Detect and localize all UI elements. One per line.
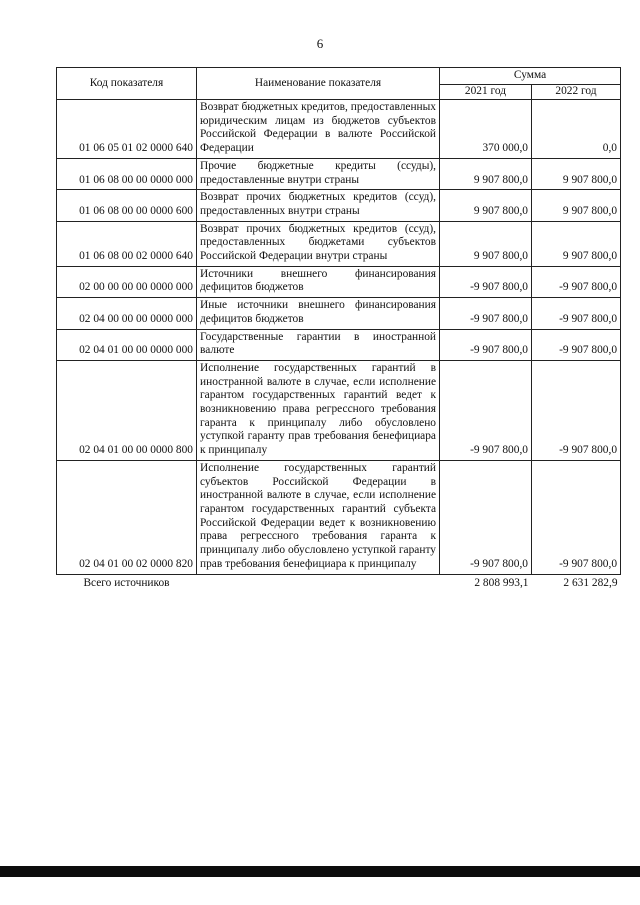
row-code: 01 06 08 00 00 0000 000 — [57, 158, 197, 189]
row-name: Возврат бюджетных кредитов, предоставленных юридическим лицам из бюджетов субъектов Российской Федерации в валюте Российской Федерации — [197, 100, 440, 159]
budget-sources-table — [56, 67, 621, 592]
row-value-2022: -9 907 800,0 — [532, 266, 621, 297]
table-row — [57, 329, 621, 360]
table-row — [57, 298, 621, 329]
table-header — [57, 68, 621, 100]
row-value-2021: -9 907 800,0 — [440, 460, 532, 574]
row-code: 02 00 00 00 00 0000 000 — [57, 266, 197, 297]
row-value-2021: 370 000,0 — [440, 100, 532, 159]
table-row — [57, 360, 621, 460]
total-2021: 2 808 993,1 — [474, 576, 529, 589]
table-row — [57, 100, 621, 159]
row-value-2021: -9 907 800,0 — [440, 298, 532, 329]
row-name: Исполнение государственных гарантий субъектов Российской Федерации в иностранной валюте в случае, если исполнение гарантом государственных гарантий субъекта Российской Федерации ведет к возникновению права регрессного требования гаранта к принципалу либо обусловлено уступкой гаранту прав требования бенефициара к принципалу — [197, 460, 440, 574]
row-name: Исполнение государственных гарантий в иностранной валюте в случае, если исполнение гарантом государственных гарантий ведет к возникновению права регрессного требования гаранта к принципалу либо обусловлено уступкой гаранту прав требования бенефициара к принципалу — [197, 360, 440, 460]
row-code: 01 06 08 00 00 0000 600 — [57, 190, 197, 221]
row-name: Возврат прочих бюджетных кредитов (ссуд), предоставленных бюджетами субъектов Российской Федерации внутри страны — [197, 221, 440, 266]
row-code: 02 04 01 00 00 0000 800 — [57, 360, 197, 460]
table-row — [57, 266, 621, 297]
header-year-2022: 2022 год — [532, 85, 621, 100]
row-value-2022: -9 907 800,0 — [532, 460, 621, 574]
table-row — [57, 190, 621, 221]
row-name: Иные источники внешнего финансирования дефицитов бюджетов — [197, 298, 440, 329]
row-value-2021: -9 907 800,0 — [440, 360, 532, 460]
row-name: Возврат прочих бюджетных кредитов (ссуд), предоставленных внутри страны — [197, 190, 440, 221]
row-value-2021: 9 907 800,0 — [440, 190, 532, 221]
total-spacer — [197, 574, 440, 592]
row-name: Прочие бюджетные кредиты (ссуды), предоставленные внутри страны — [197, 158, 440, 189]
header-sum: Сумма — [440, 68, 621, 85]
page-number: 6 — [316, 36, 324, 51]
total-2022: 2 631 282,9 — [563, 576, 618, 589]
row-value-2022: 9 907 800,0 — [532, 221, 621, 266]
row-code: 02 04 00 00 00 0000 000 — [57, 298, 197, 329]
table-row — [57, 158, 621, 189]
total-label: Всего источников — [83, 576, 170, 589]
row-value-2022: -9 907 800,0 — [532, 360, 621, 460]
row-value-2022: 9 907 800,0 — [532, 190, 621, 221]
row-value-2022: -9 907 800,0 — [532, 329, 621, 360]
row-value-2022: 0,0 — [532, 100, 621, 159]
total-row — [57, 574, 621, 592]
table-body — [57, 100, 621, 575]
row-code: 01 06 08 00 02 0000 640 — [57, 221, 197, 266]
row-value-2021: 9 907 800,0 — [440, 221, 532, 266]
header-year-2021: 2021 год — [440, 85, 532, 100]
header-code: Код показателя — [57, 68, 197, 100]
row-name: Источники внешнего финансирования дефицитов бюджетов — [197, 266, 440, 297]
table-row — [57, 460, 621, 574]
row-value-2022: 9 907 800,0 — [532, 158, 621, 189]
header-name: Наименование показателя — [197, 68, 440, 100]
table-row — [57, 221, 621, 266]
row-value-2021: -9 907 800,0 — [440, 329, 532, 360]
row-value-2021: 9 907 800,0 — [440, 158, 532, 189]
row-value-2022: -9 907 800,0 — [532, 298, 621, 329]
row-code: 02 04 01 00 02 0000 820 — [57, 460, 197, 574]
row-code: 02 04 01 00 00 0000 000 — [57, 329, 197, 360]
scan-edge-bar — [0, 866, 640, 877]
row-value-2021: -9 907 800,0 — [440, 266, 532, 297]
row-code: 01 06 05 01 02 0000 640 — [57, 100, 197, 159]
row-name: Государственные гарантии в иностранной валюте — [197, 329, 440, 360]
